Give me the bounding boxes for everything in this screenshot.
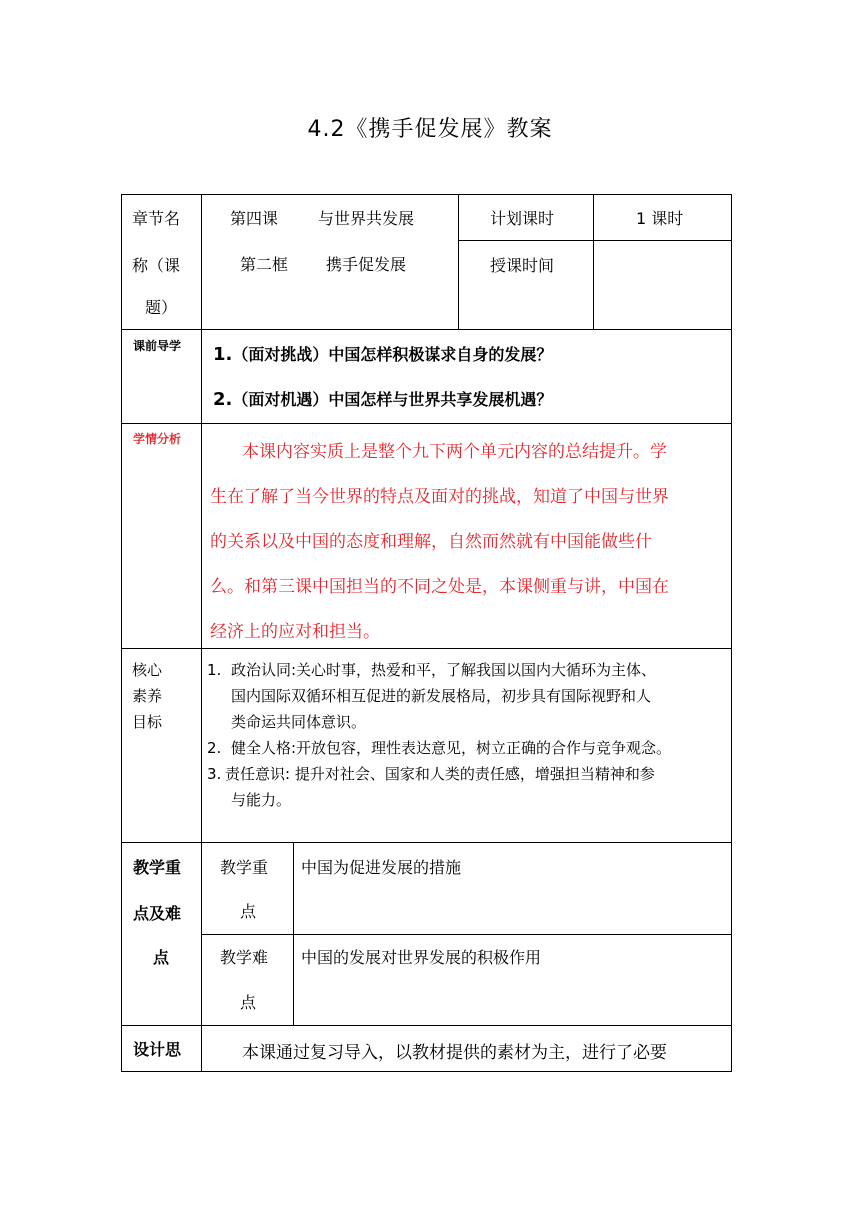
preview-question-2-text: （面对机遇）中国怎样与世界共享发展机遇？: [232, 390, 553, 409]
core-goal-1-line-2: 国内国际双循环相互促进的新发展格局，初步具有国际视野和人: [231, 687, 652, 705]
core-goal-1: [207, 657, 727, 683]
analysis-line-1: 本课内容实质上是整个九下两个单元内容的总结提升。学: [242, 442, 667, 462]
section-number: 第二框: [240, 255, 289, 274]
preview-question-2-number: 2.: [213, 389, 233, 410]
section-title: 携手促发展: [326, 255, 407, 274]
preview-question-1-text: （面对挑战）中国怎样积极谋求自身的发展？: [232, 345, 553, 364]
chapter-label-line-2: 称（课: [132, 256, 181, 275]
core-goals-list: [207, 657, 727, 813]
row-divider-1: [121, 329, 732, 330]
analysis-line-4: 么。和第三课中国担当的不同之处是，本课侧重与讲，中国在: [210, 577, 669, 597]
col-divider-label: [201, 194, 202, 1072]
difficulty-label-line-2: 点: [240, 993, 257, 1012]
table-border-right: [731, 194, 732, 1072]
row-divider-5: [121, 1025, 732, 1026]
core-label-line-3: 目标: [132, 713, 163, 731]
plan-hours-label: 计划课时: [490, 209, 555, 228]
plan-hours-value: 1 课时: [636, 209, 684, 228]
table-border-top: [121, 194, 732, 195]
keypoints-label-line-2: 点及难: [133, 904, 182, 923]
core-goal-3-line-2: 与能力。: [231, 791, 292, 809]
analysis-line-5: 经济上的应对和担当。: [210, 622, 380, 642]
row-divider-plan: [458, 240, 732, 241]
keypoints-label-line-3: 点: [153, 948, 170, 967]
core-goal-1-cont: [207, 683, 727, 709]
core-goal-3-cont: [207, 787, 727, 813]
col-divider-plan-a: [458, 194, 459, 330]
core-goal-3-number: 3.: [207, 765, 222, 783]
core-label-line-2: 素养: [132, 687, 163, 705]
col-divider-keypoints: [293, 842, 294, 1026]
design-text: 本课通过复习导入，以教材提供的素材为主，进行了必要: [242, 1043, 667, 1063]
teach-time-label: 授课时间: [490, 256, 555, 275]
difficulty-text: 中国的发展对世界发展的积极作用: [301, 948, 542, 967]
difficulty-label-line-1: 教学难: [220, 948, 269, 967]
chapter-label-line-1: 章节名: [132, 209, 181, 228]
preview-question-2: [213, 390, 552, 410]
core-goal-1-cont-2: [207, 709, 727, 735]
core-label-line-1: 核心: [132, 661, 163, 679]
analysis-label: 学情分析: [133, 432, 182, 446]
row-divider-3: [121, 648, 732, 649]
core-goal-1-line-3: 类命运共同体意识。: [231, 713, 367, 731]
core-goal-2-line-1: 健全人格:开放包容，理性表达意见，树立正确的合作与竞争观念。: [231, 739, 672, 757]
document-title: 4.2《携手促发展》教案: [307, 117, 553, 142]
design-label: 设计思: [133, 1040, 182, 1059]
analysis-line-3: 的关系以及中国的态度和理解，自然而然就有中国能做些什: [210, 532, 652, 552]
lesson-title: 与世界共发展: [318, 209, 415, 228]
focus-label-line-1: 教学重: [220, 858, 269, 877]
preview-label: 课前导学: [133, 339, 182, 353]
preview-question-1: [213, 345, 552, 365]
table-border-bottom: [121, 1071, 732, 1072]
table-border-left: [121, 194, 122, 1072]
row-divider-keypoints: [201, 934, 732, 935]
core-goal-1-line-1: 政治认同:关心时事，热爱和平，了解我国以国内大循环为主体、: [231, 661, 657, 679]
core-goal-2-number: 2.: [207, 739, 222, 757]
row-divider-4: [121, 842, 732, 843]
preview-question-1-number: 1.: [213, 344, 233, 365]
keypoints-label-line-1: 教学重: [133, 858, 182, 877]
row-divider-2: [121, 423, 732, 424]
core-goal-2: [207, 735, 727, 761]
col-divider-plan-b: [593, 194, 594, 330]
core-goal-3: [207, 761, 727, 787]
core-goal-1-number: 1.: [207, 661, 222, 679]
lesson-number: 第四课: [230, 209, 279, 228]
chapter-label-line-3: 题）: [145, 298, 178, 317]
focus-label-line-2: 点: [240, 902, 257, 921]
core-goal-3-line-1: 责任意识: 提升对社会、国家和人类的责任感，增强担当精神和参: [225, 765, 655, 783]
focus-text: 中国为促进发展的措施: [301, 858, 462, 877]
analysis-line-2: 生在了解了当今世界的特点及面对的挑战，知道了中国与世界: [210, 487, 669, 507]
